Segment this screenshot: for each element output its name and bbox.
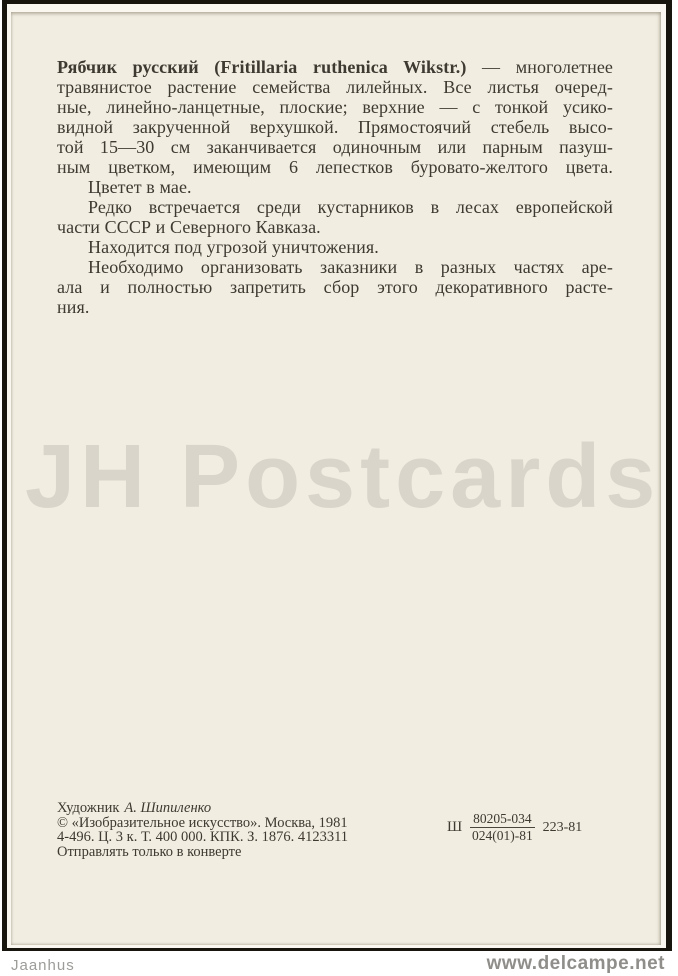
text-line: Находится под угрозой уничтожения. [88,237,379,257]
text-line: той 15—30 см заканчивается одиночным или парным пазуш- [57,137,613,157]
catalog-suffix: 223-81 [542,819,583,835]
text-line: ным цветком, имеющим 6 лепестков буровато-желтого цвета. [57,157,613,177]
artist-line [57,801,348,816]
catalog-denominator: 024(01)-81 [472,828,533,843]
catalog-numerator: 80205-034 [470,812,535,828]
text-line: травянистое растение семейства лилейных. Все листья очеред- [57,77,613,97]
seller-name-watermark: Jaanhus [11,957,75,974]
delcampe-watermark: www.delcampe.net [486,953,665,974]
copyright-line: © «Изобразительное искусство». Москва, 1981 [57,814,348,831]
imprint-block [57,801,348,859]
postcard-back [11,12,661,945]
text-line: ные, линейно-ланцетные, плоские; верхние — с тонкой усико- [57,97,613,117]
description-lines [57,77,613,317]
text-line: части СССР и Северного Кавказа. [57,217,321,237]
scan-margin [7,4,666,948]
text-line: ала и полностью запретить сбор этого декоративного расте- [57,277,613,297]
scan-border [2,0,672,951]
text-line: Цветет в мае. [88,177,192,197]
text-line: Необходимо организовать заказники в разных частях аре- [88,257,613,277]
catalog-number [447,812,582,843]
artist-name: А. Шипиленко [124,800,212,816]
title-line [57,57,613,77]
artist-label: Художник [57,800,120,816]
plant-title: Рябчик русский (Fritillaria ruthenica Wikstr.) [57,57,467,77]
text-line: видной закрученной верхушкой. Прямостоячий стебель высо- [57,117,613,137]
plant-description [57,57,613,317]
catalog-prefix: Ш [447,819,463,835]
text-line: ния. [57,297,90,317]
text-line: Редко встречается среди кустарников в лесах европейской [88,197,613,217]
catalog-fraction [470,812,535,843]
mailing-note: Отправлять только в конверте [57,843,242,860]
print-run-line: 4-496. Ц. 3 к. Т. 400 000. КПК. З. 1876. 4123311 [57,829,349,846]
title-continuation: — многолетнее [466,57,613,77]
seller-center-watermark: JH Postcards [25,427,661,527]
